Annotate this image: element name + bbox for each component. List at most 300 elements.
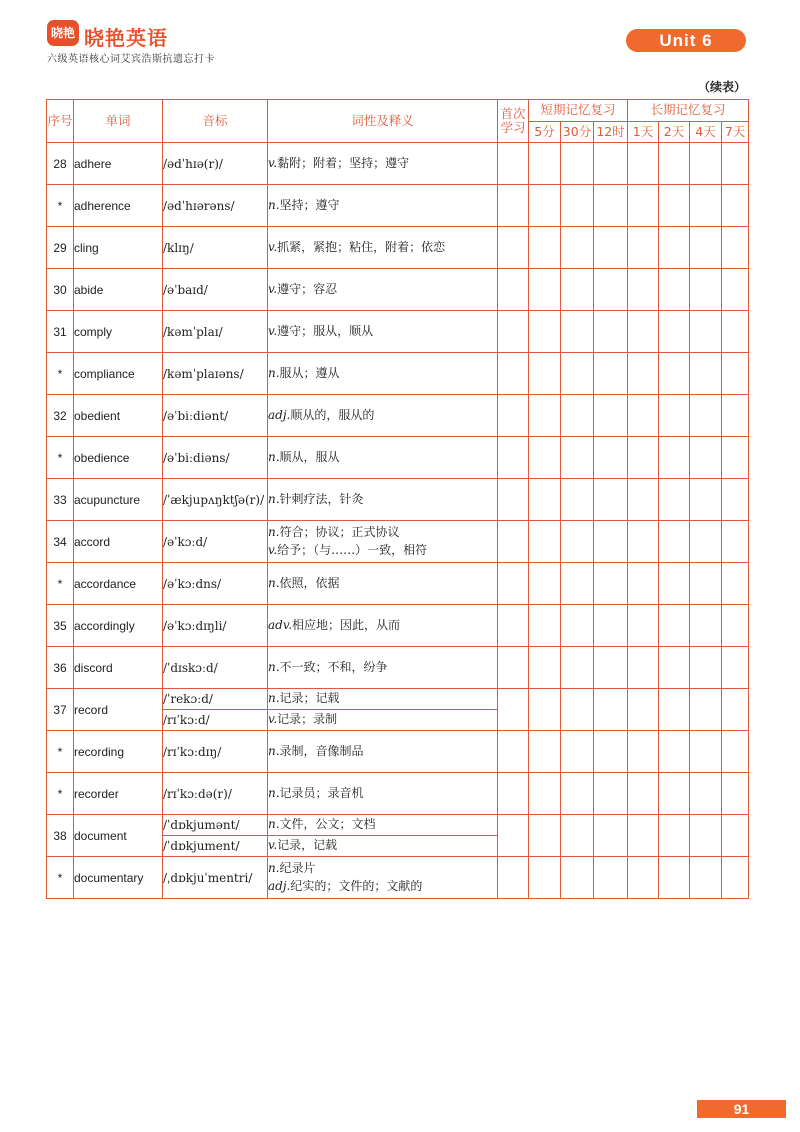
definition	[268, 185, 498, 227]
checkbox-cell[interactable]	[659, 479, 690, 521]
table-row	[47, 185, 749, 227]
checkbox-cell[interactable]	[690, 395, 722, 437]
table-row	[47, 773, 749, 815]
checkbox-cell[interactable]	[594, 143, 628, 185]
checkbox-cell[interactable]	[690, 773, 722, 815]
checkbox-cell[interactable]	[722, 773, 749, 815]
definition-text: 记录；记载	[279, 691, 340, 706]
checkbox-cell[interactable]	[722, 647, 749, 689]
checkbox-cell[interactable]	[561, 185, 594, 227]
phonetic: /əˈbaɪd/	[163, 269, 268, 311]
definition-line	[268, 365, 497, 382]
part-of-speech: n.	[268, 525, 280, 540]
header-interval: 7天	[722, 122, 749, 143]
definition	[268, 227, 498, 269]
phonetic: /ədˈhɪə(r)/	[163, 143, 268, 185]
checkbox-cell[interactable]	[722, 437, 749, 479]
checkbox-cell[interactable]	[690, 689, 722, 731]
checkbox-cell[interactable]	[498, 563, 529, 605]
checkbox-cell[interactable]	[628, 605, 659, 647]
checkbox-cell[interactable]	[690, 605, 722, 647]
word: comply	[74, 311, 163, 353]
row-number: *	[47, 731, 74, 773]
checkbox-cell[interactable]	[561, 353, 594, 395]
phonetic: /ədˈhɪərəns/	[163, 185, 268, 227]
checkbox-cell[interactable]	[628, 185, 659, 227]
definition	[268, 563, 498, 605]
part-of-speech: v.	[268, 712, 278, 727]
word: recording	[74, 731, 163, 773]
checkbox-cell[interactable]	[498, 353, 529, 395]
checkbox-cell[interactable]	[498, 227, 529, 269]
checkbox-cell[interactable]	[722, 731, 749, 773]
definition-line	[268, 239, 497, 256]
checkbox-cell[interactable]	[561, 773, 594, 815]
definition	[268, 689, 498, 710]
checkbox-cell[interactable]	[561, 731, 594, 773]
definition-text: 符合；协议；正式协议	[279, 525, 400, 540]
definition-line	[268, 323, 497, 340]
checkbox-cell[interactable]	[659, 269, 690, 311]
definition-text: 遵守；容忍	[277, 281, 338, 296]
checkbox-cell[interactable]	[498, 815, 529, 857]
definition	[268, 710, 498, 731]
definition-line	[268, 860, 497, 877]
table-row	[47, 605, 749, 647]
checkbox-cell[interactable]	[690, 647, 722, 689]
definition	[268, 479, 498, 521]
checkbox-cell[interactable]	[659, 815, 690, 857]
checkbox-cell[interactable]	[722, 269, 749, 311]
row-number: *	[47, 773, 74, 815]
table-row	[47, 521, 749, 563]
checkbox-cell[interactable]	[498, 857, 529, 899]
checkbox-cell[interactable]	[722, 563, 749, 605]
checkbox-cell[interactable]	[722, 857, 749, 899]
definition-text: 纪录片	[279, 861, 316, 876]
checkbox-cell[interactable]	[529, 689, 561, 731]
table-row	[47, 479, 749, 521]
part-of-speech: n.	[268, 575, 280, 590]
checkbox-cell[interactable]	[628, 311, 659, 353]
definition	[268, 836, 498, 857]
checkbox-cell[interactable]	[594, 185, 628, 227]
checkbox-cell[interactable]	[628, 479, 659, 521]
phonetic: /əˈbiːdiəns/	[163, 437, 268, 479]
checkbox-cell[interactable]	[594, 563, 628, 605]
checkbox-cell[interactable]	[529, 353, 561, 395]
definition-line	[268, 524, 497, 541]
row-number: 33	[47, 479, 74, 521]
checkbox-cell[interactable]	[529, 563, 561, 605]
checkbox-cell[interactable]	[722, 353, 749, 395]
checkbox-cell[interactable]	[561, 269, 594, 311]
definition-line	[268, 197, 497, 214]
checkbox-cell[interactable]	[690, 815, 722, 857]
part-of-speech: v.	[268, 323, 278, 338]
definition	[268, 647, 498, 689]
checkbox-cell[interactable]	[628, 773, 659, 815]
checkbox-cell[interactable]	[498, 311, 529, 353]
phonetic: /kəmˈplaɪ/	[163, 311, 268, 353]
word: record	[74, 689, 163, 731]
table-row	[47, 647, 749, 689]
checkbox-cell[interactable]	[529, 521, 561, 563]
row-number: 36	[47, 647, 74, 689]
definition-text: 相应地；因此，从而	[292, 617, 401, 632]
word: document	[74, 815, 163, 857]
row-number: 28	[47, 143, 74, 185]
table-row	[47, 227, 749, 269]
checkbox-cell[interactable]	[594, 773, 628, 815]
header-num: 序号	[47, 100, 74, 143]
checkbox-cell[interactable]	[690, 143, 722, 185]
header-short-review: 短期记忆复习	[529, 100, 628, 122]
definition	[268, 437, 498, 479]
checkbox-cell[interactable]	[561, 311, 594, 353]
definition	[268, 605, 498, 647]
checkbox-cell[interactable]	[561, 143, 594, 185]
checkbox-cell[interactable]	[529, 395, 561, 437]
word: documentary	[74, 857, 163, 899]
checkbox-cell[interactable]	[690, 479, 722, 521]
row-number: *	[47, 563, 74, 605]
checkbox-cell[interactable]	[659, 857, 690, 899]
definition-text: 抓紧，紧抱；粘住，附着；依恋	[277, 239, 446, 254]
checkbox-cell[interactable]	[561, 437, 594, 479]
part-of-speech: adj.	[268, 878, 291, 893]
checkbox-cell[interactable]	[594, 521, 628, 563]
checkbox-cell[interactable]	[561, 227, 594, 269]
definition-text: 黏附；附着；坚持；遵守	[277, 155, 410, 170]
header-long-review: 长期记忆复习	[628, 100, 749, 122]
checkbox-cell[interactable]	[529, 143, 561, 185]
checkbox-cell[interactable]	[529, 815, 561, 857]
checkbox-cell[interactable]	[659, 605, 690, 647]
checkbox-cell[interactable]	[628, 269, 659, 311]
checkbox-cell[interactable]	[529, 185, 561, 227]
checkbox-cell[interactable]	[690, 269, 722, 311]
checkbox-cell[interactable]	[722, 395, 749, 437]
row-number: *	[47, 857, 74, 899]
checkbox-cell[interactable]	[690, 857, 722, 899]
checkbox-cell[interactable]	[561, 857, 594, 899]
definition-text: 记录，记载	[277, 838, 338, 853]
checkbox-cell[interactable]	[690, 731, 722, 773]
definition-text: 顺从的，服从的	[290, 407, 375, 422]
definition	[268, 731, 498, 773]
phonetic: /ˈdɪskɔːd/	[163, 647, 268, 689]
checkbox-cell[interactable]	[498, 143, 529, 185]
checkbox-cell[interactable]	[628, 521, 659, 563]
definition	[268, 269, 498, 311]
header-first-study: 首次学习	[498, 100, 529, 143]
checkbox-cell[interactable]	[659, 311, 690, 353]
checkbox-cell[interactable]	[628, 395, 659, 437]
checkbox-cell[interactable]	[529, 269, 561, 311]
page-number: 91	[697, 1100, 786, 1118]
brand-logo-icon: 晓艳	[47, 20, 79, 46]
part-of-speech: v.	[268, 838, 278, 853]
checkbox-cell[interactable]	[498, 479, 529, 521]
checkbox-cell[interactable]	[594, 479, 628, 521]
checkbox-cell[interactable]	[659, 689, 690, 731]
definition	[268, 353, 498, 395]
definition-text: 坚持；遵守	[279, 197, 340, 212]
checkbox-cell[interactable]	[498, 185, 529, 227]
checkbox-cell[interactable]	[659, 353, 690, 395]
checkbox-cell[interactable]	[628, 815, 659, 857]
definition-line	[268, 743, 497, 760]
checkbox-cell[interactable]	[690, 521, 722, 563]
part-of-speech: adv.	[268, 617, 293, 632]
row-number: *	[47, 185, 74, 227]
checkbox-cell[interactable]	[529, 773, 561, 815]
table-row	[47, 143, 749, 185]
table-row	[47, 563, 749, 605]
checkbox-cell[interactable]	[529, 605, 561, 647]
definition-line	[268, 659, 497, 676]
checkbox-cell[interactable]	[659, 227, 690, 269]
definition	[268, 143, 498, 185]
word: adhere	[74, 143, 163, 185]
phonetic: /rɪˈkɔːd/	[163, 710, 268, 731]
definition-line	[268, 575, 497, 592]
checkbox-cell[interactable]	[594, 395, 628, 437]
definition-line	[268, 155, 497, 172]
header-interval: 1天	[628, 122, 659, 143]
definition-line	[268, 449, 497, 466]
word: obedience	[74, 437, 163, 479]
definition-line	[268, 491, 497, 508]
checkbox-cell[interactable]	[659, 521, 690, 563]
checkbox-cell[interactable]	[722, 479, 749, 521]
checkbox-cell[interactable]	[498, 605, 529, 647]
header-interval: 2天	[659, 122, 690, 143]
checkbox-cell[interactable]	[529, 227, 561, 269]
checkbox-cell[interactable]	[628, 353, 659, 395]
phonetic: /əˈbiːdiənt/	[163, 395, 268, 437]
definition	[268, 857, 498, 899]
definition-text: 遵守；服从，顺从	[277, 323, 374, 338]
definition-text: 给予；（与……）一致，相符	[277, 542, 428, 557]
checkbox-cell[interactable]	[690, 437, 722, 479]
checkbox-cell[interactable]	[498, 647, 529, 689]
checkbox-cell[interactable]	[628, 437, 659, 479]
part-of-speech: n.	[268, 491, 280, 506]
part-of-speech: v.	[268, 281, 278, 296]
checkbox-cell[interactable]	[722, 521, 749, 563]
definition-text: 依照，依据	[279, 575, 340, 590]
brand-name: 晓艳英语	[84, 26, 168, 50]
checkbox-cell[interactable]	[628, 647, 659, 689]
table-row	[47, 395, 749, 437]
part-of-speech: n.	[268, 365, 280, 380]
header-interval: 5分	[529, 122, 561, 143]
phonetic: /ˌdɒkjuˈmentri/	[163, 857, 268, 899]
part-of-speech: n.	[268, 861, 280, 876]
checkbox-cell[interactable]	[722, 689, 749, 731]
checkbox-cell[interactable]	[594, 227, 628, 269]
part-of-speech: v.	[268, 239, 278, 254]
table-row	[47, 269, 749, 311]
header-definition: 词性及释义	[268, 100, 498, 143]
part-of-speech: n.	[268, 197, 280, 212]
part-of-speech: adj.	[268, 407, 291, 422]
checkbox-cell[interactable]	[628, 143, 659, 185]
phonetic: /rɪˈkɔːdə(r)/	[163, 773, 268, 815]
checkbox-cell[interactable]	[498, 689, 529, 731]
definition-text: 录制，音像制品	[279, 743, 364, 758]
checkbox-cell[interactable]	[561, 563, 594, 605]
checkbox-cell[interactable]	[498, 395, 529, 437]
checkbox-cell[interactable]	[722, 185, 749, 227]
table-row	[47, 857, 749, 899]
checkbox-cell[interactable]	[659, 437, 690, 479]
checkbox-cell[interactable]	[498, 773, 529, 815]
page-header	[0, 0, 800, 80]
checkbox-cell[interactable]	[659, 395, 690, 437]
checkbox-cell[interactable]	[594, 689, 628, 731]
checkbox-cell[interactable]	[594, 647, 628, 689]
checkbox-cell[interactable]	[529, 311, 561, 353]
row-number: *	[47, 437, 74, 479]
part-of-speech: n.	[268, 691, 280, 706]
definition-text: 文件，公文；文档	[279, 817, 376, 832]
definition-text: 服从；遵从	[279, 365, 340, 380]
checkbox-cell[interactable]	[594, 815, 628, 857]
checkbox-cell[interactable]	[561, 689, 594, 731]
header-interval: 30分	[561, 122, 594, 143]
definition	[268, 521, 498, 563]
word: obedient	[74, 395, 163, 437]
word: compliance	[74, 353, 163, 395]
table-row	[47, 311, 749, 353]
definition-line	[268, 878, 497, 895]
row-number: 34	[47, 521, 74, 563]
checkbox-cell[interactable]	[690, 353, 722, 395]
part-of-speech: n.	[268, 449, 280, 464]
row-number: 37	[47, 689, 74, 731]
checkbox-cell[interactable]	[498, 731, 529, 773]
table-row	[47, 689, 749, 710]
checkbox-cell[interactable]	[594, 311, 628, 353]
part-of-speech: v.	[268, 542, 278, 557]
checkbox-cell[interactable]	[498, 269, 529, 311]
checkbox-cell[interactable]	[561, 605, 594, 647]
part-of-speech: n.	[268, 785, 280, 800]
continued-label: （续表）	[697, 80, 746, 94]
checkbox-cell[interactable]	[561, 479, 594, 521]
word: acupuncture	[74, 479, 163, 521]
checkbox-cell[interactable]	[628, 563, 659, 605]
phonetic: /ˈdɒkjument/	[163, 836, 268, 857]
word: accordance	[74, 563, 163, 605]
word: cling	[74, 227, 163, 269]
checkbox-cell[interactable]	[690, 563, 722, 605]
part-of-speech: n.	[268, 817, 280, 832]
vocabulary-table	[46, 99, 749, 899]
checkbox-cell[interactable]	[498, 437, 529, 479]
phonetic: /ˈækjupʌŋktʃə(r)/	[163, 479, 268, 521]
checkbox-cell[interactable]	[722, 605, 749, 647]
table-row	[47, 731, 749, 773]
checkbox-cell[interactable]	[529, 647, 561, 689]
definition-line	[268, 785, 497, 802]
definition-line	[268, 542, 497, 559]
brand-subtitle: 六级英语核心词艾宾浩斯抗遗忘打卡	[47, 54, 215, 65]
checkbox-cell[interactable]	[594, 437, 628, 479]
checkbox-cell[interactable]	[659, 731, 690, 773]
checkbox-cell[interactable]	[690, 185, 722, 227]
checkbox-cell[interactable]	[561, 815, 594, 857]
checkbox-cell[interactable]	[561, 521, 594, 563]
header-word: 单词	[74, 100, 163, 143]
phonetic: /ˈdɒkjumənt/	[163, 815, 268, 836]
phonetic: /əˈkɔːdns/	[163, 563, 268, 605]
table-row	[47, 437, 749, 479]
word: adherence	[74, 185, 163, 227]
checkbox-cell[interactable]	[659, 563, 690, 605]
checkbox-cell[interactable]	[628, 689, 659, 731]
phonetic: /əˈkɔːd/	[163, 521, 268, 563]
checkbox-cell[interactable]	[594, 857, 628, 899]
checkbox-cell[interactable]	[498, 521, 529, 563]
row-number: 31	[47, 311, 74, 353]
definition	[268, 815, 498, 836]
checkbox-cell[interactable]	[529, 857, 561, 899]
table-row	[47, 353, 749, 395]
word: abide	[74, 269, 163, 311]
checkbox-cell[interactable]	[722, 143, 749, 185]
header-interval: 4天	[690, 122, 722, 143]
checkbox-cell[interactable]	[529, 731, 561, 773]
checkbox-cell[interactable]	[659, 143, 690, 185]
checkbox-cell[interactable]	[722, 815, 749, 857]
checkbox-cell[interactable]	[561, 395, 594, 437]
checkbox-cell[interactable]	[594, 605, 628, 647]
phonetic: /rɪˈkɔːdɪŋ/	[163, 731, 268, 773]
checkbox-cell[interactable]	[529, 479, 561, 521]
phonetic: /klɪŋ/	[163, 227, 268, 269]
checkbox-cell[interactable]	[659, 647, 690, 689]
checkbox-cell[interactable]	[628, 731, 659, 773]
checkbox-cell[interactable]	[594, 731, 628, 773]
definition-text: 纪实的；文件的；文献的	[290, 878, 423, 893]
checkbox-cell[interactable]	[659, 185, 690, 227]
definition	[268, 773, 498, 815]
word: discord	[74, 647, 163, 689]
checkbox-cell[interactable]	[722, 227, 749, 269]
part-of-speech: n.	[268, 743, 280, 758]
unit-badge: Unit 6	[626, 29, 746, 52]
checkbox-cell[interactable]	[594, 269, 628, 311]
checkbox-cell[interactable]	[561, 647, 594, 689]
checkbox-cell[interactable]	[628, 857, 659, 899]
checkbox-cell[interactable]	[690, 311, 722, 353]
checkbox-cell[interactable]	[722, 311, 749, 353]
checkbox-cell[interactable]	[529, 437, 561, 479]
checkbox-cell[interactable]	[690, 227, 722, 269]
definition-line	[268, 281, 497, 298]
checkbox-cell[interactable]	[628, 227, 659, 269]
part-of-speech: n.	[268, 659, 280, 674]
row-number: 30	[47, 269, 74, 311]
checkbox-cell[interactable]	[594, 353, 628, 395]
definition-text: 针刺疗法，针灸	[279, 491, 364, 506]
phonetic: /kəmˈplaɪəns/	[163, 353, 268, 395]
checkbox-cell[interactable]	[659, 773, 690, 815]
